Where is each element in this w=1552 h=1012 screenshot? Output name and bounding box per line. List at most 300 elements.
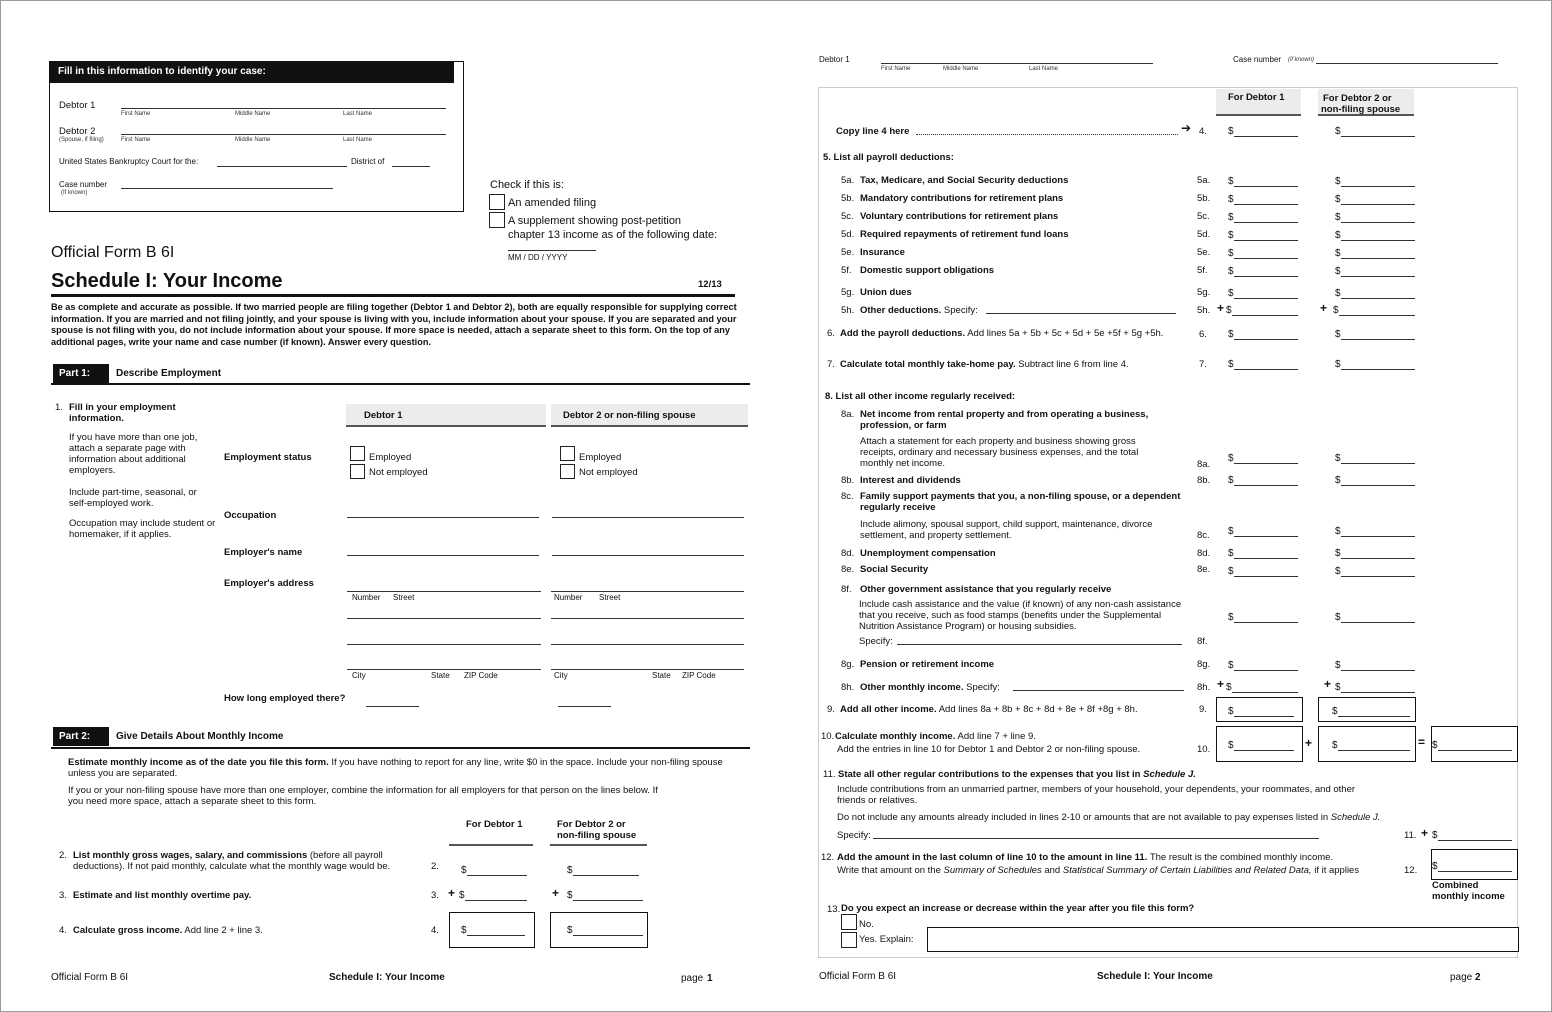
q1-note-multiple-jobs: If you have more than one job, attach a separate page with information about additional employers.	[69, 432, 198, 476]
footer-form-id: Official Form B 6I	[51, 972, 129, 983]
first-name-caption: First Name	[881, 66, 911, 72]
deduction-ref: 5d.	[1197, 229, 1211, 240]
line8g-debtor1-amount[interactable]	[1228, 660, 1298, 671]
line10-bold: Calculate monthly income.	[835, 731, 956, 742]
line8g-ref: 8g.	[1197, 659, 1211, 670]
debtor1-how-long-field[interactable]	[366, 706, 419, 707]
line8a-title: Net income from rental property and from operating a business, profession, or farm	[860, 409, 1149, 431]
line8a-debtor1-amount[interactable]	[1228, 453, 1298, 464]
line8f-debtor1-amount[interactable]	[1228, 612, 1298, 623]
dollar-sign: $	[1228, 329, 1234, 340]
title-rule	[51, 294, 735, 297]
dollar-sign: $	[1432, 861, 1438, 872]
line8b-ref: 8b.	[1197, 475, 1211, 486]
line9-rest: Add lines 8a + 8b + 8c + 8d + 8e + 8f +8g + 8h.	[936, 704, 1138, 715]
deduction-label: Voluntary contributions for retirement plans	[860, 211, 1059, 222]
debtor2-not-employed-checkbox[interactable]	[560, 464, 575, 479]
deduction-label: Mandatory contributions for retirement plans	[860, 193, 1064, 204]
case-number-label: Case number	[59, 180, 108, 189]
deduction-ref: 5c.	[1197, 211, 1210, 222]
employer-name-label: Employer's name	[224, 547, 303, 558]
line8h-ref: 8h.	[1197, 682, 1211, 693]
deduction-ref: 5e.	[1197, 247, 1211, 258]
line8b-code: 8b.	[841, 475, 855, 486]
first-name-caption: First Name	[121, 111, 151, 117]
line9-text	[840, 704, 1138, 715]
line2-bold: List monthly gross wages, salary, and commissions	[73, 850, 308, 861]
dollar-sign: $	[1335, 176, 1341, 187]
line5h-specify-field[interactable]	[986, 313, 1176, 314]
line8g-debtor2-amount[interactable]	[1335, 660, 1415, 671]
debtor2-city-state-zip-field[interactable]	[551, 669, 744, 670]
deduction-debtor1-amount[interactable]	[1228, 248, 1298, 259]
line4-debtor1-amount[interactable]	[1228, 126, 1298, 137]
last-name-caption: Last Name	[343, 111, 373, 117]
debtor1-address-street-field[interactable]	[347, 591, 541, 592]
debtor2-address-line3-field[interactable]	[551, 644, 744, 645]
deduction-code: 5a.	[841, 175, 855, 186]
line12-bold: Add the amount in the last column of line 10 to the amount in line 11.	[837, 852, 1148, 863]
line12-rest: The result is the combined monthly income.	[1147, 852, 1334, 863]
employment-status-label: Employment status	[224, 452, 312, 463]
dollar-sign: $	[1335, 526, 1341, 537]
copy-line4-leader	[916, 134, 1178, 135]
line11-ref: 11.	[1404, 830, 1417, 841]
debtor2-employed-checkbox[interactable]	[560, 446, 575, 461]
footer-page-label: page	[681, 973, 704, 984]
line3-number: 3.	[59, 890, 67, 901]
dollar-sign: $	[1335, 612, 1341, 623]
line8h-debtor1-amount[interactable]	[1226, 682, 1298, 693]
line10-equals: =	[1418, 735, 1426, 749]
street-caption: Street	[599, 593, 621, 602]
employer-address-label: Employer's address	[224, 578, 314, 589]
line10-rest: Add line 7 + line 9.	[955, 731, 1036, 742]
dollar-sign: $	[1335, 266, 1341, 277]
line8e-code: 8e.	[841, 564, 855, 575]
line8d-text: Unemployment compensation	[860, 548, 996, 559]
deduction-label: Domestic support obligations	[860, 265, 995, 276]
line3-debtor2-amount[interactable]	[567, 890, 643, 901]
line12-line2-a: Write that amount on the	[837, 865, 944, 876]
part2-title: Give Details About Monthly Income	[116, 731, 284, 742]
line8f-debtor2-amount[interactable]	[1335, 612, 1415, 623]
line3-debtor1-amount[interactable]	[459, 890, 527, 901]
deduction-debtor1-amount[interactable]	[1228, 212, 1298, 223]
line4-bold: Calculate gross income.	[73, 925, 183, 936]
line2-number: 2.	[59, 850, 67, 861]
line3-plus: +	[448, 886, 456, 900]
line7-debtor1-amount[interactable]	[1228, 359, 1298, 370]
line8f-code: 8f.	[841, 584, 852, 595]
line8d-debtor1-amount[interactable]	[1228, 548, 1298, 559]
line13-text: Do you expect an increase or decrease within the year after you file this form?	[841, 903, 1195, 914]
form-id: Official Form B 6I	[51, 244, 175, 261]
last-name-caption: Last Name	[1029, 66, 1059, 72]
debtor1-address-line2-field[interactable]	[347, 618, 541, 619]
line8h-debtor2-amount[interactable]	[1335, 682, 1415, 693]
zip-caption: ZIP Code	[464, 671, 498, 680]
line2-rest: (before all payroll deductions). If not paid monthly, calculate what the monthly wage would be.	[73, 850, 391, 872]
state-caption: State	[652, 671, 671, 680]
line8f-note: Include cash assistance and the value (if known) of any non-cash assistance that you receive, such as food stamps (benefits under the Supplemental Nutrition Assistance Program) or housing subsidies.	[859, 599, 1182, 632]
dollar-sign: $	[1228, 248, 1234, 259]
line8c-debtor1-amount[interactable]	[1228, 526, 1298, 537]
line10-line2: Add the entries in line 10 for Debtor 1 and Debtor 2 or non-filing spouse.	[837, 744, 1141, 755]
district-field[interactable]	[392, 166, 430, 167]
line8c-debtor2-amount[interactable]	[1335, 526, 1415, 537]
copy-line4-label: Copy line 4 here	[836, 126, 910, 137]
part1-rule	[51, 383, 750, 385]
line6-number: 6.	[827, 328, 835, 339]
debtor2-not-employed-label: Not employed	[579, 467, 638, 478]
line8h-specify: Specify:	[963, 682, 1000, 693]
line5h-debtor2-amount[interactable]	[1333, 305, 1415, 316]
debtor1-name-field[interactable]	[881, 63, 1153, 64]
zip-caption: ZIP Code	[682, 671, 716, 680]
line3-text: Estimate and list monthly overtime pay.	[73, 890, 252, 901]
how-long-label: How long employed there?	[224, 693, 346, 704]
dollar-sign: $	[1335, 194, 1341, 205]
line8c-title: Family support payments that you, a non-filing spouse, or a dependent regularly receive	[860, 491, 1181, 513]
line11-specify-field[interactable]	[873, 838, 1319, 839]
debtor1-label: Debtor 1	[59, 100, 96, 111]
debtor1-employer-name-field[interactable]	[347, 555, 539, 556]
deduction-code: 5c.	[841, 211, 854, 222]
dollar-sign: $	[1335, 329, 1341, 340]
line6-bold: Add the payroll deductions.	[840, 328, 966, 339]
dollar-sign: $	[1228, 194, 1234, 205]
line10-text	[835, 731, 1036, 742]
line8a-code: 8a.	[841, 409, 855, 420]
dollar-sign: $	[1228, 126, 1234, 137]
amended-filing-label: An amended filing	[508, 197, 597, 209]
debtor1-name-field[interactable]	[121, 108, 446, 109]
debtor1-occupation-field[interactable]	[347, 517, 539, 518]
line11-note1: Include contributions from an unmarried partner, members of your household, your dependents, your roommates, and other friends or relatives.	[837, 784, 1356, 806]
dollar-sign: $	[1432, 740, 1438, 751]
middle-name-caption: Middle Name	[235, 137, 271, 143]
line8h-bold: Other monthly income.	[860, 682, 964, 693]
supplement-date-field[interactable]	[508, 250, 596, 251]
supplement-checkbox[interactable]	[489, 212, 505, 228]
line6-debtor2-amount[interactable]	[1335, 329, 1415, 340]
dollar-sign: $	[1228, 475, 1234, 486]
dollar-sign: $	[461, 925, 467, 936]
deduction-debtor2-amount[interactable]	[1335, 230, 1415, 241]
line10-number: 10.	[821, 731, 835, 742]
line5h-ref: 5h.	[1197, 305, 1211, 316]
date-format-caption: MM / DD / YYYY	[508, 253, 568, 262]
dollar-sign: $	[1335, 453, 1341, 464]
line7-debtor2-amount[interactable]	[1335, 359, 1415, 370]
part2-rule	[51, 747, 750, 749]
deduction-ref: 5g.	[1197, 287, 1211, 298]
line10-total-amount	[1432, 740, 1512, 751]
dollar-sign: $	[1228, 176, 1234, 187]
line4-rest: Add line 2 + line 3.	[182, 925, 263, 936]
line8h-specify-field[interactable]	[1013, 690, 1184, 691]
line11-specify-label: Specify:	[837, 830, 871, 841]
line8a-ref: 8a.	[1197, 459, 1211, 470]
q1-title: Fill in your employment information.	[69, 402, 176, 424]
line2-debtor1-amount[interactable]	[461, 865, 527, 876]
line11-number: 11.	[823, 769, 836, 780]
dollar-sign: $	[1228, 212, 1234, 223]
form-instructions: Be as complete and accurate as possible. If two married people are filing together (Debtor 1 and Debtor 2), both are equally responsible for supplying correct information. If you are married and not filing jointly, and your spouse is living with you, include information about your spouse. If you are separated and your spouse is not filing with you, do not include information about your spouse. If more space is needed, attach a separate sheet to this form. On the top of any additional pages, write your name and case number (if known). Answer every question.	[51, 302, 737, 347]
debtor1-employed-checkbox[interactable]	[350, 446, 365, 461]
middle-name-caption: Middle Name	[943, 66, 979, 72]
line4-text	[73, 925, 263, 936]
line5h-text	[860, 305, 978, 316]
deduction-debtor2-amount[interactable]	[1335, 212, 1415, 223]
line12-line2	[837, 865, 1359, 876]
dollar-sign: $	[1335, 248, 1341, 259]
form-version: 12/13	[698, 279, 722, 290]
footer-page-label: page	[1450, 972, 1473, 983]
line7-rest: Subtract line 6 from line 4.	[1015, 359, 1129, 370]
line13-no-label: No.	[859, 919, 874, 930]
line8f-title: Other government assistance that you regularly receive	[860, 584, 1112, 595]
line11-text	[838, 769, 1196, 780]
line10-debtor2-amount	[1332, 740, 1410, 751]
debtor2-how-long-field[interactable]	[558, 706, 611, 707]
line10-ref: 10.	[1197, 744, 1211, 755]
combined-caption-2: monthly income	[1432, 891, 1505, 902]
line12-line2-d: Statistical Summary of Certain Liabilities and Related Data,	[1062, 865, 1312, 876]
line12-total-amount	[1432, 861, 1512, 872]
line8d-code: 8d.	[841, 548, 855, 559]
deduction-ref: 5b.	[1197, 193, 1211, 204]
deduction-debtor2-amount[interactable]	[1335, 194, 1415, 205]
line3-plus: +	[552, 886, 560, 900]
line8g-code: 8g.	[841, 659, 855, 670]
line4-debtor2-amount[interactable]	[1335, 126, 1415, 137]
line11-bold: State all other regular contributions to the expenses that you list in	[838, 769, 1141, 780]
line5h-specify: Specify:	[941, 305, 978, 316]
dollar-sign: $	[1332, 740, 1338, 751]
deduction-debtor1-amount[interactable]	[1228, 176, 1298, 187]
deduction-code: 5d.	[841, 229, 855, 240]
deduction-label: Union dues	[860, 287, 912, 298]
line8e-text: Social Security	[860, 564, 929, 575]
check-if-title: Check if this is:	[490, 179, 564, 191]
deduction-debtor2-amount[interactable]	[1335, 176, 1415, 187]
dollar-sign: $	[1335, 475, 1341, 486]
case-number-field[interactable]	[1316, 63, 1498, 64]
dollar-sign: $	[1335, 288, 1341, 299]
dollar-sign: $	[1228, 740, 1234, 751]
line5h-plus: +	[1320, 301, 1328, 315]
case-number-field[interactable]	[121, 188, 333, 189]
district-label: District of	[351, 157, 385, 166]
footer-title: Schedule I: Your Income	[329, 972, 445, 983]
line12-line2-c: and	[1041, 865, 1063, 876]
part1-label: Part 1:	[53, 364, 109, 383]
debtor1-address-line3-field[interactable]	[347, 644, 541, 645]
deduction-debtor2-amount[interactable]	[1335, 288, 1415, 299]
dollar-sign: $	[1228, 706, 1234, 717]
dollar-sign: $	[1226, 305, 1232, 316]
court-field[interactable]	[217, 166, 347, 167]
dollar-sign: $	[1226, 682, 1232, 693]
line11-note2-schedule: Schedule J.	[1328, 812, 1381, 823]
q1-number: 1.	[55, 402, 63, 413]
line11-note2-text: Do not include any amounts already included in lines 2-10 or amounts that are not available to pay expenses listed in	[837, 812, 1329, 823]
debtor2-sublabel: (Spouse, if filing)	[59, 137, 104, 143]
line7-ref: 7.	[1199, 359, 1207, 370]
case-number-sublabel: (if known)	[1288, 57, 1315, 63]
identify-case-header: Fill in this information to identify your case:	[49, 61, 454, 83]
for-debtor2-label-2: non-filing spouse	[557, 830, 637, 841]
line12-line2-e: if it applies	[1311, 865, 1360, 876]
line13-no-checkbox[interactable]	[841, 914, 857, 930]
city-caption: City	[554, 671, 568, 680]
amended-filing-checkbox[interactable]	[489, 194, 505, 210]
debtor2-address-line2-field[interactable]	[551, 618, 744, 619]
line11-amount[interactable]	[1432, 830, 1512, 841]
street-caption: Street	[393, 593, 415, 602]
line4-number: 4.	[59, 925, 67, 936]
dollar-sign: $	[1335, 660, 1341, 671]
line6-text	[840, 328, 1163, 339]
form-page-1	[0, 0, 770, 1012]
dollar-sign: $	[1228, 453, 1234, 464]
line8a-note: Attach a statement for each property and business showing gross receipts, ordinary and necessary business expenses, and the total monthly net income.	[860, 436, 1139, 469]
debtor1-label: Debtor 1	[819, 55, 850, 64]
deduction-debtor1-amount[interactable]	[1228, 288, 1298, 299]
debtor1-not-employed-checkbox[interactable]	[350, 464, 365, 479]
dollar-sign: $	[1335, 212, 1341, 223]
line8e-debtor1-amount[interactable]	[1228, 566, 1298, 577]
line8c-ref: 8c.	[1197, 530, 1210, 541]
line6-ref: 6.	[1199, 329, 1207, 340]
line8e-debtor2-amount[interactable]	[1335, 566, 1415, 577]
line10-plus: +	[1305, 736, 1313, 750]
line11-schedule-j: Schedule J.	[1140, 769, 1196, 780]
line2-text	[73, 850, 418, 872]
debtor2-employed-label: Employed	[579, 452, 622, 463]
debtor1-employed-label: Employed	[369, 452, 412, 463]
for-debtor2-label-2: non-filing spouse	[1321, 104, 1401, 115]
line2-debtor2-amount[interactable]	[567, 865, 639, 876]
dollar-sign: $	[1228, 266, 1234, 277]
form-page-2	[770, 0, 1552, 1012]
line8c-note: Include alimony, spousal support, child support, maintenance, divorce settlement, and property settlement.	[860, 519, 1153, 541]
dollar-sign: $	[1335, 126, 1341, 137]
first-name-caption: First Name	[121, 137, 151, 143]
footer-page-number: 1	[707, 973, 713, 984]
part2-label: Part 2:	[53, 727, 109, 746]
line8f-specify-label: Specify:	[859, 636, 893, 647]
line8h-text	[860, 682, 1000, 693]
deduction-debtor1-amount[interactable]	[1228, 230, 1298, 241]
combined-caption-1: Combined	[1432, 880, 1479, 891]
line10-debtor1-amount	[1228, 740, 1294, 751]
line8b-debtor2-amount[interactable]	[1335, 475, 1415, 486]
deduction-code: 5e.	[841, 247, 855, 258]
debtor2-name-field[interactable]	[121, 134, 446, 135]
part1-title: Describe Employment	[116, 368, 222, 379]
line7-text	[840, 359, 1129, 370]
line8d-debtor2-amount[interactable]	[1335, 548, 1415, 559]
line6-debtor1-amount[interactable]	[1228, 329, 1298, 340]
debtor2-column-label: Debtor 2 or non-filing spouse	[563, 410, 696, 421]
for-debtor1-label: For Debtor 1	[466, 819, 523, 830]
debtor1-column-label: Debtor 1	[364, 410, 403, 421]
line12-text	[837, 852, 1333, 863]
footer-title: Schedule I: Your Income	[1097, 971, 1213, 982]
q1-note-part-time: Include part-time, seasonal, or self-employed work.	[69, 487, 197, 509]
case-number-label: Case number	[1233, 55, 1282, 64]
dollar-sign: $	[1335, 682, 1341, 693]
deduction-ref: 5a.	[1197, 175, 1211, 186]
line8c-code: 8c.	[841, 491, 854, 502]
line8-title: 8. List all other income regularly received:	[825, 391, 1016, 402]
line4-debtor1-amount	[461, 925, 525, 936]
deduction-debtor1-amount[interactable]	[1228, 194, 1298, 205]
line8a-debtor2-amount[interactable]	[1335, 453, 1415, 464]
state-caption: State	[431, 671, 450, 680]
deduction-label: Insurance	[860, 247, 905, 258]
multiple-employer-instructions: If you or your non-filing spouse have more than one employer, combine the information for all employers for that person on the lines below. If you need more space, attach a separate sheet to this form.	[68, 785, 658, 807]
line13-yes-checkbox[interactable]	[841, 932, 857, 948]
dollar-sign: $	[1228, 359, 1234, 370]
line8f-specify-field[interactable]	[897, 644, 1182, 645]
debtor2-employer-name-field[interactable]	[552, 555, 744, 556]
line5h-code: 5h.	[841, 305, 855, 316]
dollar-sign: $	[461, 865, 467, 876]
deduction-debtor2-amount[interactable]	[1335, 248, 1415, 259]
line8e-ref: 8e.	[1197, 564, 1211, 575]
line8h-plus: +	[1217, 677, 1225, 691]
dollar-sign: $	[567, 925, 573, 936]
line11-note2	[837, 812, 1380, 823]
deduction-debtor2-amount[interactable]	[1335, 266, 1415, 277]
line5h-bold: Other deductions.	[860, 305, 942, 316]
deduction-debtor1-amount[interactable]	[1228, 266, 1298, 277]
deduction-code: 5f.	[841, 265, 852, 276]
line12-number: 12.	[821, 852, 835, 863]
line8d-ref: 8d.	[1197, 548, 1211, 559]
debtor1-city-state-zip-field[interactable]	[347, 669, 541, 670]
line13-explain-field[interactable]	[927, 927, 1519, 952]
line8h-plus: +	[1324, 677, 1332, 691]
line8b-debtor1-amount[interactable]	[1228, 475, 1298, 486]
dollar-sign: $	[1228, 288, 1234, 299]
line9-ref: 9.	[1199, 704, 1207, 715]
dollar-sign: $	[1335, 359, 1341, 370]
line9-debtor2-amount	[1332, 706, 1410, 717]
debtor2-address-street-field[interactable]	[551, 591, 744, 592]
line9-debtor1-amount	[1228, 706, 1294, 717]
line9-bold: Add all other income.	[840, 704, 937, 715]
dollar-sign: $	[1335, 548, 1341, 559]
debtor2-occupation-field[interactable]	[552, 517, 744, 518]
for-debtor1-label: For Debtor 1	[1228, 92, 1285, 103]
line8b-text: Interest and dividends	[860, 475, 961, 486]
line4-debtor2-amount	[567, 925, 643, 936]
city-caption: City	[352, 671, 366, 680]
supplement-label-2: chapter 13 income as of the following date:	[508, 229, 718, 241]
line5h-debtor1-amount[interactable]	[1226, 305, 1298, 316]
dollar-sign: $	[1228, 526, 1234, 537]
last-name-caption: Last Name	[343, 137, 373, 143]
line8g-text: Pension or retirement income	[860, 659, 995, 670]
line5h-plus: +	[1217, 301, 1225, 315]
line2-ref: 2.	[431, 861, 439, 872]
line7-bold: Calculate total monthly take-home pay.	[840, 359, 1016, 370]
